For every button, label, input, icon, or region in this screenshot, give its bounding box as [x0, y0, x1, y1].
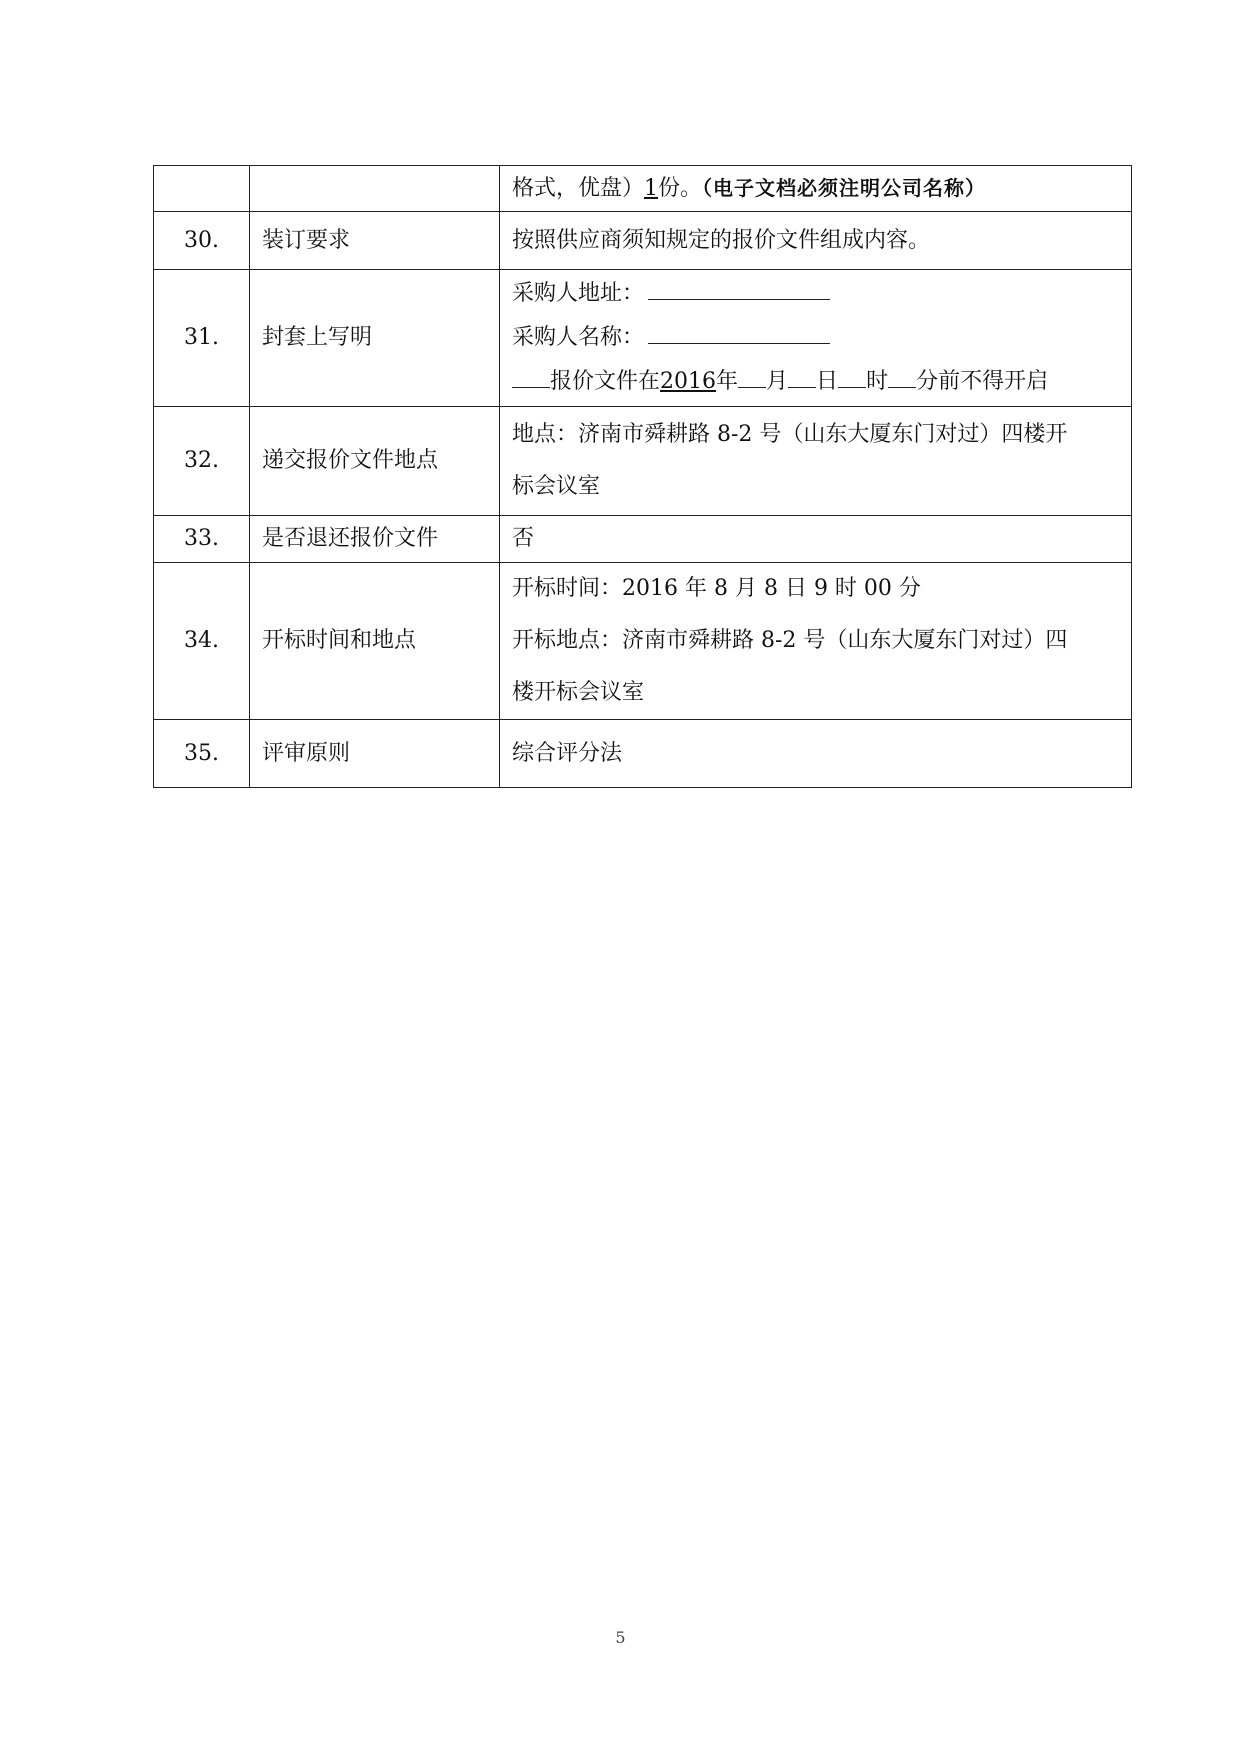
row-number-cell: 30. [154, 212, 250, 270]
table-row-31 [154, 270, 1132, 407]
opening-time-line: 开标时间：2016 年 8 月 8 日 9 时 00 分 [512, 576, 921, 601]
table-row-35 [154, 720, 1132, 788]
opening-location-line-2: 楼开标会议室 [512, 680, 645, 705]
row-number-cell: 34. [154, 563, 250, 720]
opening-text-1: 报价文件在 [550, 369, 661, 394]
row-item-cell: 开标时间和地点 [250, 563, 500, 720]
day-blank [788, 363, 816, 388]
content-quantity: 1 [644, 176, 659, 201]
row-content-cell [500, 563, 1132, 720]
row-content-cell [500, 166, 1132, 212]
month-blank [738, 363, 766, 388]
project-blank [512, 363, 550, 388]
row-number-cell: 31. [154, 270, 250, 407]
row-item-cell: 装订要求 [250, 212, 500, 270]
row-content-cell: 按照供应商须知规定的报价文件组成内容。 [500, 212, 1132, 270]
purchaser-address-label: 采购人地址： [512, 281, 645, 306]
purchaser-name-label: 采购人名称： [512, 325, 645, 350]
row-item-cell: 递交报价文件地点 [250, 407, 500, 516]
opening-text-2: 分前不得开启 [916, 369, 1049, 394]
row-number-cell: 33. [154, 516, 250, 563]
opening-notice-line [512, 360, 1119, 404]
submission-location-line-1: 地点：济南市舜耕路 8-2 号（山东大厦东门对过）四楼开 [512, 422, 1068, 447]
submission-location-line-2: 标会议室 [512, 474, 601, 499]
row-item-cell: 评审原则 [250, 720, 500, 788]
table-row-30 [154, 212, 1132, 270]
content-suffix: 份。 [658, 176, 703, 201]
row-content-cell [500, 270, 1132, 407]
bid-data-table [153, 165, 1132, 788]
opening-day-unit: 日 [816, 369, 839, 394]
minute-blank [888, 363, 916, 388]
purchaser-name-line [512, 316, 1119, 360]
row-item-cell: 封套上写明 [250, 270, 500, 407]
row-content-cell: 否 [500, 516, 1132, 563]
row-number-cell: 35. [154, 720, 250, 788]
purchaser-address-blank [648, 275, 830, 300]
opening-year-unit: 年 [716, 369, 739, 394]
opening-hour-unit: 时 [866, 369, 889, 394]
table-row-33 [154, 516, 1132, 563]
row-content-cell: 综合评分法 [500, 720, 1132, 788]
table-row-34 [154, 563, 1132, 720]
opening-year: 2016 [660, 369, 717, 394]
purchaser-name-blank [648, 319, 830, 344]
opening-location-line-1: 开标地点：济南市舜耕路 8-2 号（山东大厦东门对过）四 [512, 628, 1068, 653]
hour-blank [838, 363, 866, 388]
table-row-32 [154, 407, 1132, 516]
opening-month-unit: 月 [766, 369, 789, 394]
table-row-continued [154, 166, 1132, 212]
content-prefix: 格式，优盘） [512, 176, 645, 201]
row-number-cell [154, 166, 250, 212]
row-content-cell [500, 407, 1132, 516]
row-item-cell: 是否退还报价文件 [250, 516, 500, 563]
content-note: （电子文档必须注明公司名称） [702, 176, 987, 200]
page-number: 5 [615, 1628, 626, 1647]
row-number-cell: 32. [154, 407, 250, 516]
purchaser-address-line [512, 272, 1119, 316]
row-item-cell [250, 166, 500, 212]
